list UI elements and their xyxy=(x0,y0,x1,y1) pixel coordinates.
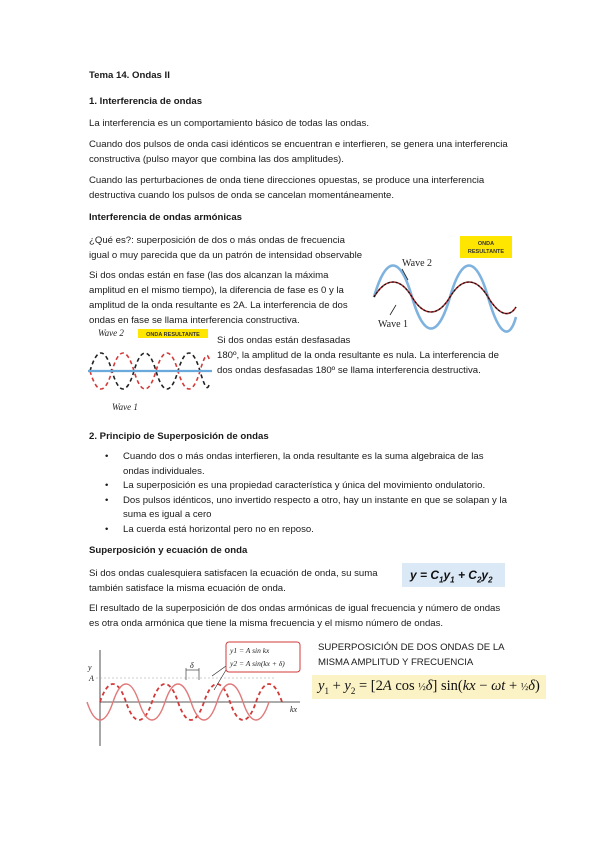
paragraph: Si dos ondas están desfasadas xyxy=(217,335,351,346)
wave-legend-2: y2 = A sin(kx + δ) xyxy=(230,659,285,668)
section1-heading: 1. Interferencia de ondas xyxy=(89,96,203,107)
paragraph: ondas en fase se llama interferencia constructiva. xyxy=(89,315,300,326)
paragraph: amplitud en el mismo tiempo), la diferencia de fase es 0 y la xyxy=(89,285,344,296)
paragraph: destructiva cuando los pulsos de onda se cancelan momentáneamente. xyxy=(89,190,395,201)
caption: MISMA AMPLITUD Y FRECUENCIA xyxy=(318,657,474,668)
list-item: • La cuerda está horizontal pero no en reposo. xyxy=(123,523,507,538)
wave2-label: Wave 2 xyxy=(402,258,433,269)
paragraph: ¿Qué es?: superposición de dos o más ondas de frecuencia xyxy=(89,235,345,246)
superposition-figure xyxy=(86,640,306,750)
paragraph: igual o muy parecida que da un patrón de intensidad observable xyxy=(89,250,363,261)
paragraph: Cuando dos pulsos de onda casi idénticos se encuentran e interfieren, se genera una interferencia xyxy=(89,139,508,150)
section2-heading: 2. Principio de Superposición de ondas xyxy=(89,431,269,442)
caption: SUPERPOSICIÓN DE DOS ONDAS DE LA xyxy=(318,642,505,653)
paragraph: es otra onda armónica que tiene la misma frecuencia y el mismo número de ondas. xyxy=(89,618,444,629)
list-item: • Cuando dos o más ondas interfieren, la onda resultante es la suma algebraica de las xyxy=(123,450,507,465)
wave-legend-1: y1 = A sin kx xyxy=(230,646,270,655)
paragraph: El resultado de la superposición de dos ondas armónicas de igual frecuencia y número de ondas xyxy=(89,603,501,614)
paragraph: 180º, la amplitud de la onda resultante es nula. La interferencia de xyxy=(217,350,499,361)
list-item: • La superposición es una propiedad característica y única del movimiento ondulatorio. xyxy=(123,479,507,494)
superposition-result-equation: $y_1 + y_2 = [2A$ cos ½δ] sin(kx − ωt + ½δ) xyxy=(312,675,546,699)
list-item: • Dos pulsos idénticos, uno invertido respecto a otro, hay un instante en que se solapan y la xyxy=(123,494,507,509)
wave2-label: Wave 2 xyxy=(98,328,124,338)
paragraph: amplitud de la onda resultante es 2A. La interferencia de dos xyxy=(89,300,348,311)
phase-delta-label: δ xyxy=(190,661,194,670)
paragraph: también satisface la misma ecuación de onda. xyxy=(89,583,286,594)
superposition-bullet-list xyxy=(123,450,507,537)
resultant-wave-label-bottom: RESULTANTE xyxy=(467,249,505,255)
list-item-continuation: suma es igual a cero xyxy=(123,509,212,520)
subheading: Interferencia de ondas armónicas xyxy=(89,212,243,223)
paragraph: La interferencia es un comportamiento básico de todas las ondas. xyxy=(89,118,369,129)
destructive-interference-figure xyxy=(88,327,212,413)
wave1-label: Wave 1 xyxy=(378,319,409,330)
x-axis-label: kx xyxy=(290,705,298,714)
constructive-interference-figure xyxy=(372,235,518,345)
amplitude-label: A xyxy=(89,674,94,683)
resultant-wave-label: ONDA RESULTANTE xyxy=(146,332,200,338)
superposition-formula: $y = C_1y_1 + C_2y_2$ xyxy=(402,563,505,587)
resultant-wave-label-top: ONDA xyxy=(477,241,495,247)
list-item-continuation: ondas individuales. xyxy=(123,465,205,477)
subheading: Superposición y ecuación de onda xyxy=(89,545,248,556)
paragraph: Si dos ondas están en fase (las dos alcanzan la máxima xyxy=(89,270,329,281)
paragraph: constructiva (pulso mayor que combina las dos amplitudes). xyxy=(89,154,344,165)
y-axis-label: y xyxy=(88,663,92,672)
wave1-label: Wave 1 xyxy=(112,402,138,412)
paragraph: Cuando las perturbaciones de onda tiene direcciones opuestas, se produce una interferencia xyxy=(89,175,485,186)
paragraph: Si dos ondas cualesquiera satisfacen la ecuación de onda, su suma xyxy=(89,568,378,579)
page-title: Tema 14. Ondas II xyxy=(89,70,170,81)
paragraph: dos ondas desfasadas 180º se llama interferencia destructiva. xyxy=(217,365,481,376)
